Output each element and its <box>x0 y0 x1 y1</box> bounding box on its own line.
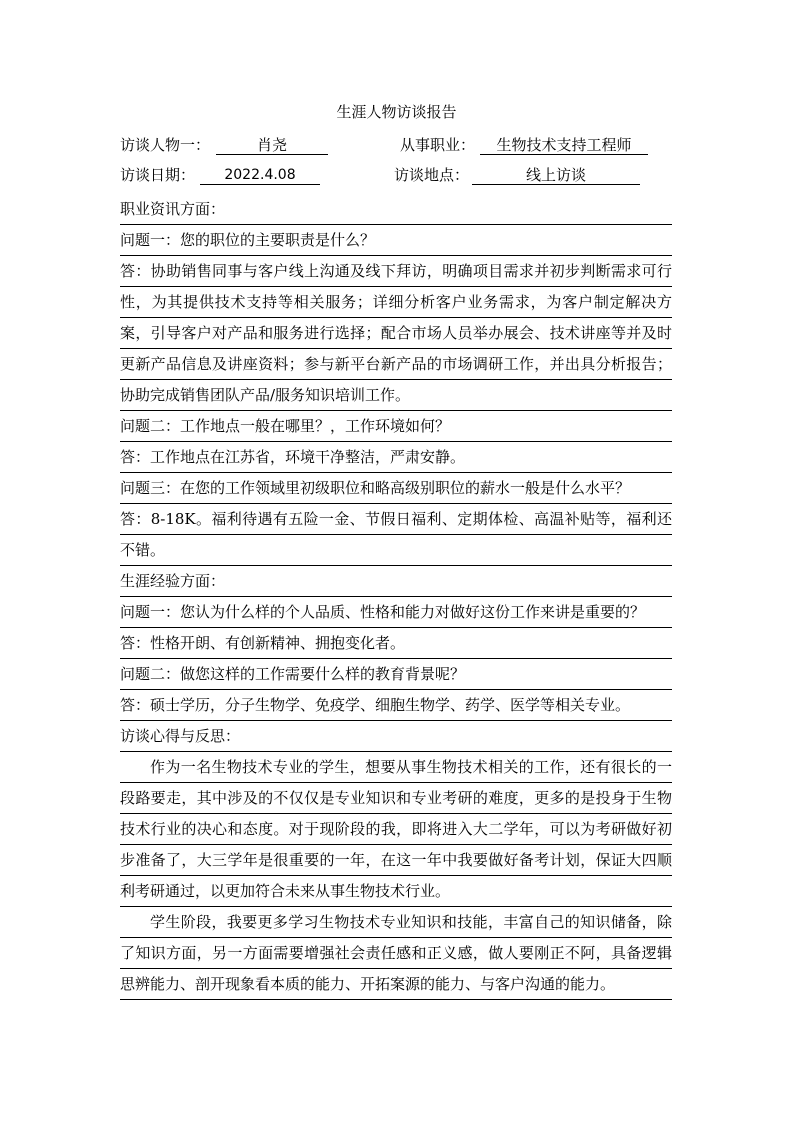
location-label: 访谈地点： <box>394 166 470 184</box>
question-1: 问题一：您的职位的主要职责是什么？ <box>120 225 672 256</box>
occupation-value: 生物技术支持工程师 <box>480 134 648 155</box>
interviewee-value: 肖尧 <box>216 134 328 155</box>
date-value: 2022.4.08 <box>200 164 320 185</box>
question-2: 问题二：工作地点一般在哪里？，工作环境如何？ <box>120 411 672 442</box>
date-label: 访谈日期： <box>120 166 196 184</box>
reflection-paragraph-2: 学生阶段，我要更多学习生物技术专业知识和技能，丰富自己的知识储备，除了知识方面，另一方面需要增强社会责任感和正义感，做人要刚正不阿，具备逻辑思辨能力、剖开现象看本质的能力、开拓案源的能力、与客户沟通的能力。 <box>120 907 672 1000</box>
page-title: 生涯人物访谈报告 <box>336 103 457 121</box>
answer-2: 答：工作地点在江苏省，环境干净整洁，严肃安静。 <box>120 442 672 473</box>
question-5: 问题二：做您这样的工作需要什么样的教育背景呢？ <box>120 659 672 690</box>
info-row-person <box>120 134 680 156</box>
answer-3: 答：8-18K。福利待遇有五险一金、节假日福利、定期体检、高温补贴等，福利还不错。 <box>120 504 672 566</box>
location-value: 线上访谈 <box>472 164 640 185</box>
question-4: 问题一：您认为什么样的个人品质、性格和能力对做好这份工作来讲是重要的？ <box>120 597 672 628</box>
section-heading-career-info: 职业资讯方面： <box>120 194 672 225</box>
info-row-date <box>120 164 680 186</box>
report-body <box>120 194 672 1000</box>
occupation-label: 从事职业： <box>400 136 476 154</box>
section-heading-reflection: 访谈心得与反思： <box>120 721 672 752</box>
reflection-paragraph-1: 作为一名生物技术专业的学生，想要从事生物技术相关的工作，还有很长的一段路要走，其中涉及的不仅仅是专业知识和专业考研的难度，更多的是投身于生物技术行业的决心和态度。对于现阶段的我，即将进入大二学年，可以为考研做好初步准备了，大三学年是很重要的一年，在这一年中我要做好备考计划，保证大四顺利考研通过，以更加符合未来从事生物技术行业。 <box>120 752 672 907</box>
interviewee-label: 访谈人物一： <box>120 136 211 154</box>
answer-1: 答：协助销售同事与客户线上沟通及线下拜访，明确项目需求并初步判断需求可行性，为其提供技术支持等相关服务；详细分析客户业务需求，为客户制定解决方案，引导客户对产品和服务进行选择；配合市场人员举办展会、技术讲座等并及时更新产品信息及讲座资料；参与新平台新产品的市场调研工作，并出具分析报告；协助完成销售团队产品/服务知识培训工作。 <box>120 256 672 411</box>
answer-4: 答：性格开朗、有创新精神、拥抱变化者。 <box>120 628 672 659</box>
question-3: 问题三：在您的工作领域里初级职位和略高级别职位的薪水一般是什么水平？ <box>120 473 672 504</box>
answer-5: 答：硕士学历，分子生物学、免疫学、细胞生物学、药学、医学等相关专业。 <box>120 690 672 721</box>
section-heading-career-experience: 生涯经验方面： <box>120 566 672 597</box>
